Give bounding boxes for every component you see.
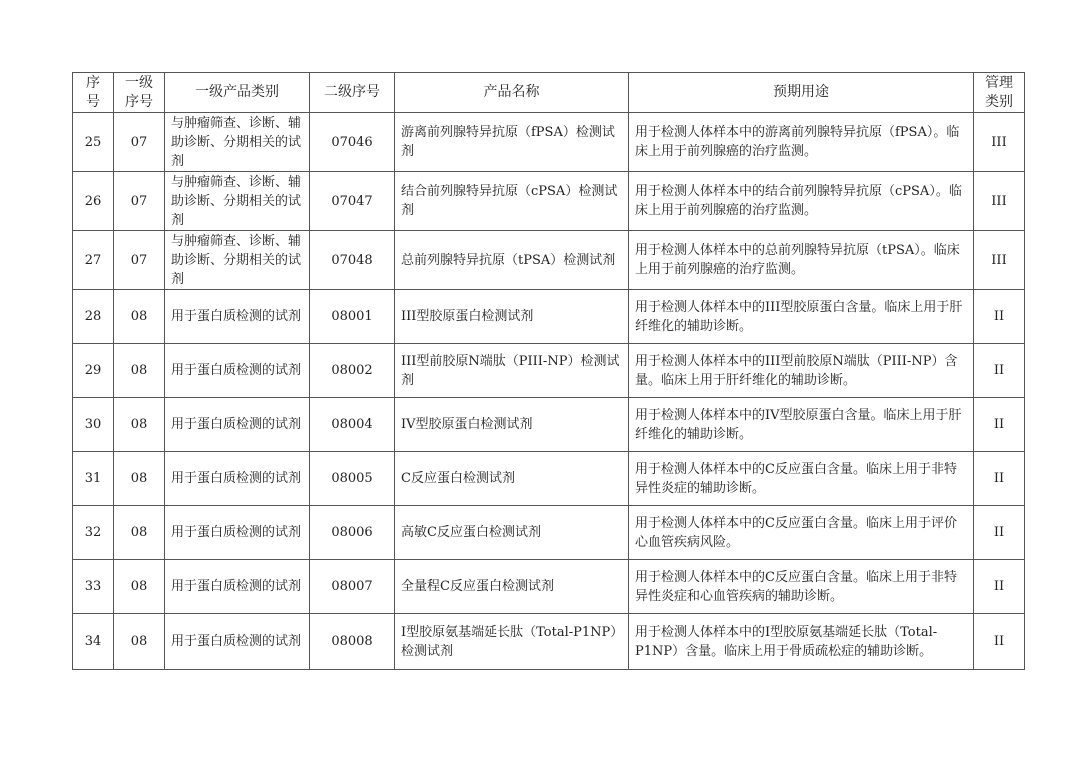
header-seq: 序 号	[73, 73, 114, 113]
cell-seq: 29	[73, 344, 114, 398]
table-row	[73, 344, 1025, 398]
cell-intended-use: 用于检测人体样本中的总前列腺特异抗原（tPSA）。临床上用于前列腺癌的治疗监测。	[629, 231, 974, 290]
cell-mgmt-class: II	[974, 344, 1025, 398]
cell-l2-seq: 08007	[310, 560, 395, 614]
cell-seq: 32	[73, 506, 114, 560]
header-row	[73, 73, 1025, 113]
cell-mgmt-class: II	[974, 290, 1025, 344]
header-product-name: 产品名称	[395, 73, 629, 113]
cell-category: 用于蛋白质检测的试剂	[165, 614, 310, 670]
cell-intended-use: 用于检测人体样本中的III型前胶原N端肽（PIII-NP）含量。临床上用于肝纤维化的辅助诊断。	[629, 344, 974, 398]
table-row	[73, 506, 1025, 560]
cell-category: 与肿瘤筛查、诊断、辅助诊断、分期相关的试剂	[165, 231, 310, 290]
cell-seq: 30	[73, 398, 114, 452]
cell-category: 用于蛋白质检测的试剂	[165, 506, 310, 560]
cell-l2-seq: 08006	[310, 506, 395, 560]
table-row	[73, 231, 1025, 290]
cell-l1-seq: 08	[114, 614, 165, 670]
table-row	[73, 560, 1025, 614]
table-row	[73, 172, 1025, 231]
cell-seq: 27	[73, 231, 114, 290]
cell-l1-seq: 08	[114, 344, 165, 398]
cell-l1-seq: 08	[114, 452, 165, 506]
cell-product-name: 总前列腺特异抗原（tPSA）检测试剂	[395, 231, 629, 290]
header-mgmt-class: 管理 类别	[974, 73, 1025, 113]
cell-category: 用于蛋白质检测的试剂	[165, 452, 310, 506]
cell-l1-seq: 07	[114, 231, 165, 290]
cell-seq: 25	[73, 113, 114, 172]
cell-intended-use: 用于检测人体样本中的C反应蛋白含量。临床上用于非特异性炎症和心血管疾病的辅助诊断。	[629, 560, 974, 614]
table-row	[73, 290, 1025, 344]
cell-intended-use: 用于检测人体样本中的I型胶原氨基端延长肽（Total-P1NP）含量。临床上用于骨质疏松症的辅助诊断。	[629, 614, 974, 670]
cell-mgmt-class: II	[974, 614, 1025, 670]
cell-mgmt-class: II	[974, 398, 1025, 452]
cell-l1-seq: 07	[114, 113, 165, 172]
header-l1-category: 一级产品类别	[165, 73, 310, 113]
table-row	[73, 113, 1025, 172]
cell-l2-seq: 07046	[310, 113, 395, 172]
cell-mgmt-class: III	[974, 172, 1025, 231]
cell-category: 与肿瘤筛查、诊断、辅助诊断、分期相关的试剂	[165, 172, 310, 231]
cell-l1-seq: 08	[114, 398, 165, 452]
cell-product-name: III型胶原蛋白检测试剂	[395, 290, 629, 344]
cell-intended-use: 用于检测人体样本中的游离前列腺特异抗原（fPSA）。临床上用于前列腺癌的治疗监测。	[629, 113, 974, 172]
table-row	[73, 398, 1025, 452]
cell-l2-seq: 08002	[310, 344, 395, 398]
header-l2-seq: 二级序号	[310, 73, 395, 113]
cell-product-name: 高敏C反应蛋白检测试剂	[395, 506, 629, 560]
cell-l1-seq: 08	[114, 560, 165, 614]
cell-product-name: I型胶原氨基端延长肽（Total-P1NP）检测试剂	[395, 614, 629, 670]
cell-mgmt-class: III	[974, 231, 1025, 290]
cell-intended-use: 用于检测人体样本中的C反应蛋白含量。临床上用于评价心血管疾病风险。	[629, 506, 974, 560]
cell-category: 用于蛋白质检测的试剂	[165, 398, 310, 452]
cell-mgmt-class: II	[974, 506, 1025, 560]
table-row	[73, 614, 1025, 670]
cell-seq: 26	[73, 172, 114, 231]
cell-l1-seq: 07	[114, 172, 165, 231]
cell-l2-seq: 07047	[310, 172, 395, 231]
cell-product-name: 全量程C反应蛋白检测试剂	[395, 560, 629, 614]
cell-mgmt-class: III	[974, 113, 1025, 172]
cell-product-name: III型前胶原N端肽（PIII-NP）检测试剂	[395, 344, 629, 398]
cell-product-name: C反应蛋白检测试剂	[395, 452, 629, 506]
header-l1-seq: 一级 序号	[114, 73, 165, 113]
cell-seq: 31	[73, 452, 114, 506]
cell-mgmt-class: II	[974, 452, 1025, 506]
cell-l2-seq: 08004	[310, 398, 395, 452]
cell-seq: 28	[73, 290, 114, 344]
cell-category: 用于蛋白质检测的试剂	[165, 560, 310, 614]
cell-intended-use: 用于检测人体样本中的IV型胶原蛋白含量。临床上用于肝纤维化的辅助诊断。	[629, 398, 974, 452]
cell-category: 与肿瘤筛查、诊断、辅助诊断、分期相关的试剂	[165, 113, 310, 172]
cell-l1-seq: 08	[114, 506, 165, 560]
cell-l2-seq: 08008	[310, 614, 395, 670]
cell-product-name: 结合前列腺特异抗原（cPSA）检测试剂	[395, 172, 629, 231]
table-row	[73, 452, 1025, 506]
header-intended-use: 预期用途	[629, 73, 974, 113]
cell-intended-use: 用于检测人体样本中的结合前列腺特异抗原（cPSA）。临床上用于前列腺癌的治疗监测。	[629, 172, 974, 231]
cell-category: 用于蛋白质检测的试剂	[165, 290, 310, 344]
cell-product-name: IV型胶原蛋白检测试剂	[395, 398, 629, 452]
cell-intended-use: 用于检测人体样本中的C反应蛋白含量。临床上用于非特异性炎症的辅助诊断。	[629, 452, 974, 506]
cell-l2-seq: 08001	[310, 290, 395, 344]
cell-l2-seq: 07048	[310, 231, 395, 290]
cell-mgmt-class: II	[974, 560, 1025, 614]
cell-intended-use: 用于检测人体样本中的III型胶原蛋白含量。临床上用于肝纤维化的辅助诊断。	[629, 290, 974, 344]
cell-product-name: 游离前列腺特异抗原（fPSA）检测试剂	[395, 113, 629, 172]
cell-category: 用于蛋白质检测的试剂	[165, 344, 310, 398]
product-classification-table	[72, 72, 1025, 670]
cell-l1-seq: 08	[114, 290, 165, 344]
cell-seq: 33	[73, 560, 114, 614]
cell-l2-seq: 08005	[310, 452, 395, 506]
cell-seq: 34	[73, 614, 114, 670]
